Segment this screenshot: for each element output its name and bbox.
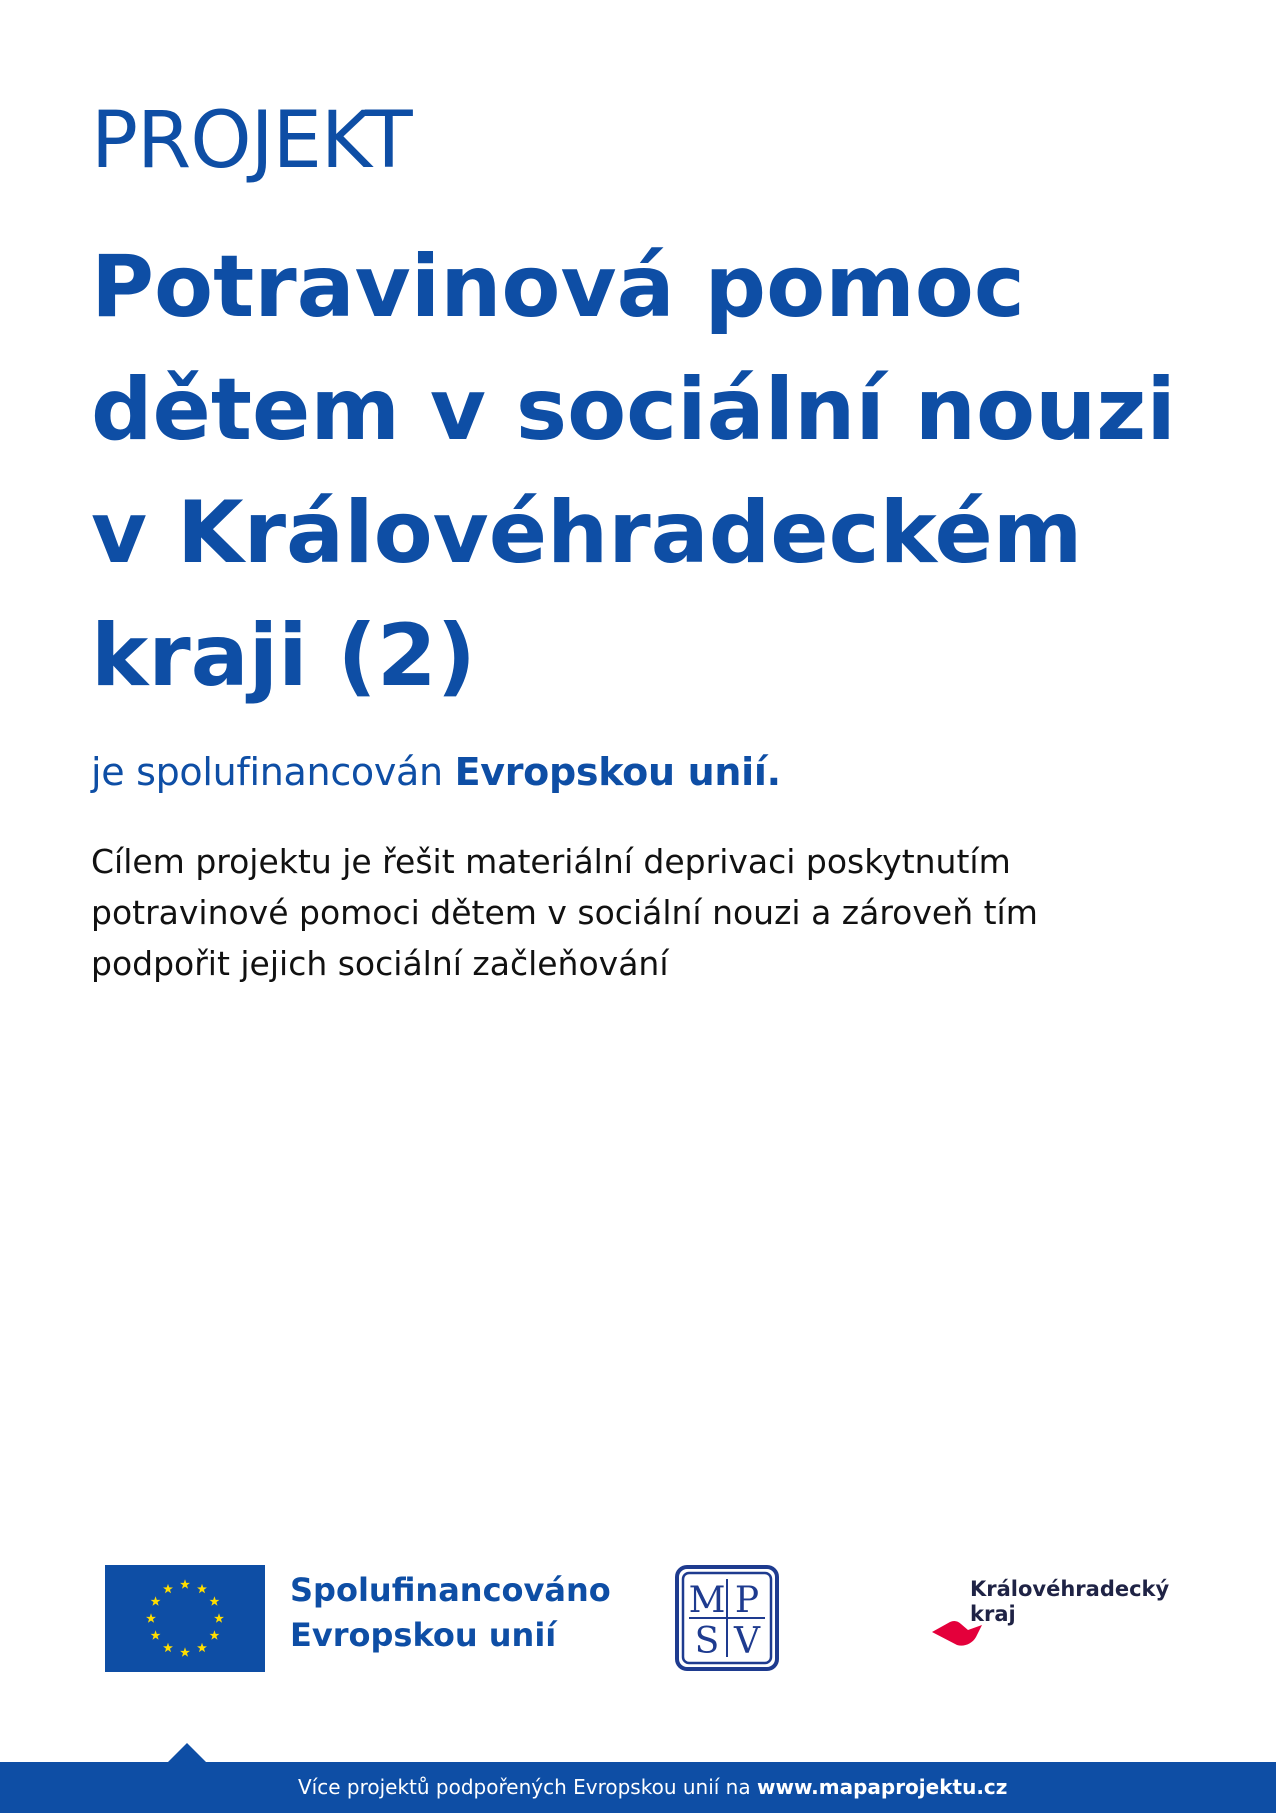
region-logo-line-2: kraj (970, 1602, 1016, 1626)
project-title-line-3: v Královéhradeckém (91, 483, 1083, 583)
mpsv-logo (675, 1565, 779, 1671)
eu-cofinanced-logo-text (290, 1568, 611, 1658)
footer-prefix: Více projektů podpořených Evropskou unií na (298, 1775, 757, 1799)
description-line-3: podpořit jejich sociální začleňování (91, 944, 669, 983)
region-logo-text (970, 1577, 1169, 1627)
project-title-line-1: Potravinová pomoc (91, 237, 1025, 337)
region-logo-line-1: Královéhradecký (970, 1577, 1170, 1601)
project-title-line-4: kraji (2) (91, 606, 476, 706)
cofinanced-statement (91, 744, 781, 800)
project-label: PROJEKT (91, 96, 412, 186)
project-title-line-2: dětem v sociální nouzi (91, 360, 1176, 460)
project-description (91, 836, 1211, 989)
footer-link[interactable]: www.mapaprojektu.cz (756, 1775, 1008, 1799)
cofinanced-prefix: je spolufinancován (91, 750, 455, 794)
mpsv-letter-s: S (694, 1621, 720, 1662)
eu-logo-line-2: Evropskou unií (290, 1616, 557, 1654)
description-line-1: Cílem projektu je řešit materiální deprivaci poskytnutím (91, 842, 1011, 881)
eu-logo-line-1: Spolufinancováno (290, 1571, 611, 1609)
footer-text (298, 1762, 1007, 1813)
mpsv-letter-p: P (734, 1580, 760, 1621)
project-title (91, 226, 1241, 718)
eu-flag-icon (105, 1565, 265, 1672)
footer-notch (167, 1741, 207, 1763)
description-line-2: potravinové pomoci dětem v sociální nouzi a zároveň tím (91, 893, 1038, 932)
footer-bar (0, 1762, 1276, 1813)
mpsv-letter-v: V (734, 1621, 760, 1662)
cofinanced-eu: Evropskou unií. (454, 750, 781, 794)
mpsv-letter-m: M (688, 1580, 726, 1621)
